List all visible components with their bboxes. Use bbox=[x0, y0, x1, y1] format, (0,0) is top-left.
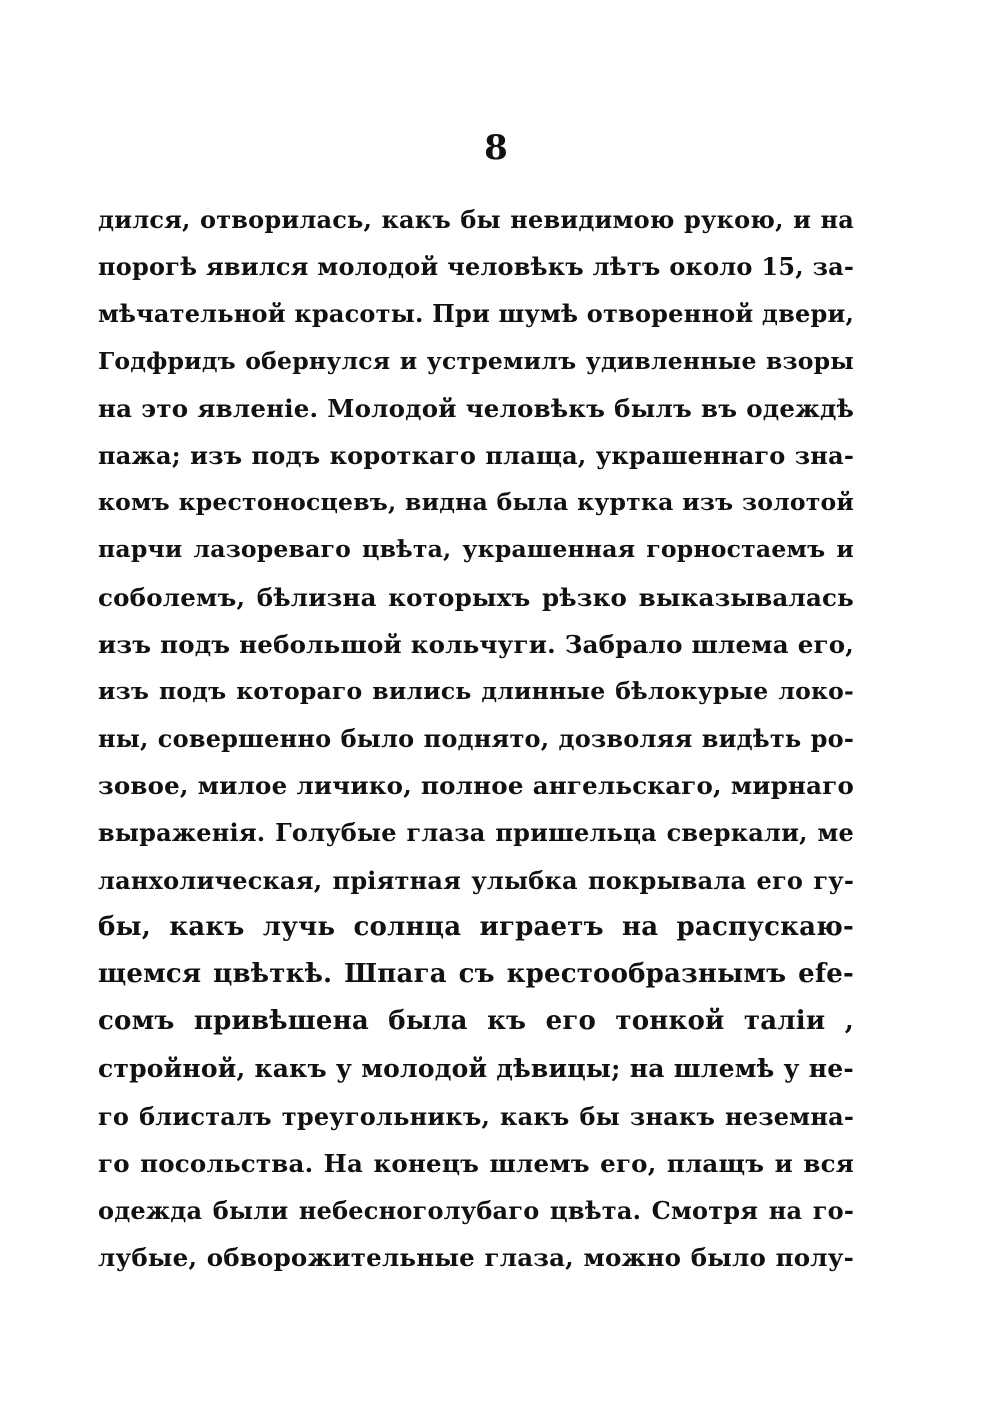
text-line: ланхолическая, пріятная улыбка покрывала его гу- bbox=[98, 865, 854, 895]
text-line: изъ подъ небольшой кольчуги. Забрало шлема его, bbox=[98, 629, 854, 659]
text-line: комъ крестоносцевъ, видна была куртка изъ золотой bbox=[98, 488, 854, 517]
text-line: сомъ привѣшена была къ его тонкой таліи , bbox=[98, 1006, 854, 1037]
text-line: зовое, милое личико, полное ангельскаго, мирнаго bbox=[98, 771, 854, 801]
text-line: на это явленіе. Молодой человѣкъ былъ въ одеждѣ bbox=[98, 393, 854, 423]
text-line: щемся цвѣткѣ. Шпага съ крестообразнымъ efe- bbox=[98, 959, 854, 989]
text-line: дился, отворилась, какъ бы невидимою рукою, и на bbox=[98, 205, 854, 234]
text-line: бы, какъ лучь солнца играетъ на распускаю- bbox=[98, 911, 854, 942]
text-line: порогѣ явился молодой человѣкъ лѣтъ около 15, за- bbox=[98, 252, 854, 282]
text-line: мѣчательной красоты. При шумѣ отворенной двери, bbox=[98, 299, 854, 329]
text-line: парчи лазореваго цвѣта, украшенная горностаемъ и bbox=[98, 535, 854, 564]
text-line: выраженія. Голубые глаза пришельца сверкали, ме bbox=[98, 818, 854, 848]
text-line: Годфридъ обернулся и устремилъ удивленные взоры bbox=[98, 346, 854, 375]
text-line: лубые, обворожительные глаза, можно было полу- bbox=[98, 1243, 854, 1273]
body-text bbox=[98, 196, 854, 1281]
text-line: изъ подъ котораго вились длинные бѣлокурые локо- bbox=[98, 676, 854, 705]
text-line: ны, совершенно было поднято, дозволяя видѣть ро- bbox=[98, 724, 854, 754]
text-line: соболемъ, бѣлизна которыхъ рѣзко выказывалась bbox=[98, 582, 854, 612]
text-line: стройной, какъ у молодой дѣвицы; на шлемѣ у не- bbox=[98, 1054, 854, 1084]
page-number: 8 bbox=[484, 128, 508, 168]
text-line: одежда были небесноголубаго цвѣта. Смотря на го- bbox=[98, 1195, 854, 1225]
text-line: го посольства. На конецъ шлемъ его, плащъ и вся bbox=[98, 1148, 854, 1178]
text-line: пажа; изъ подъ короткаго плаща, украшеннаго зна- bbox=[98, 440, 854, 470]
text-line: го блисталъ треугольникъ, какъ бы знакъ неземна- bbox=[98, 1101, 854, 1131]
